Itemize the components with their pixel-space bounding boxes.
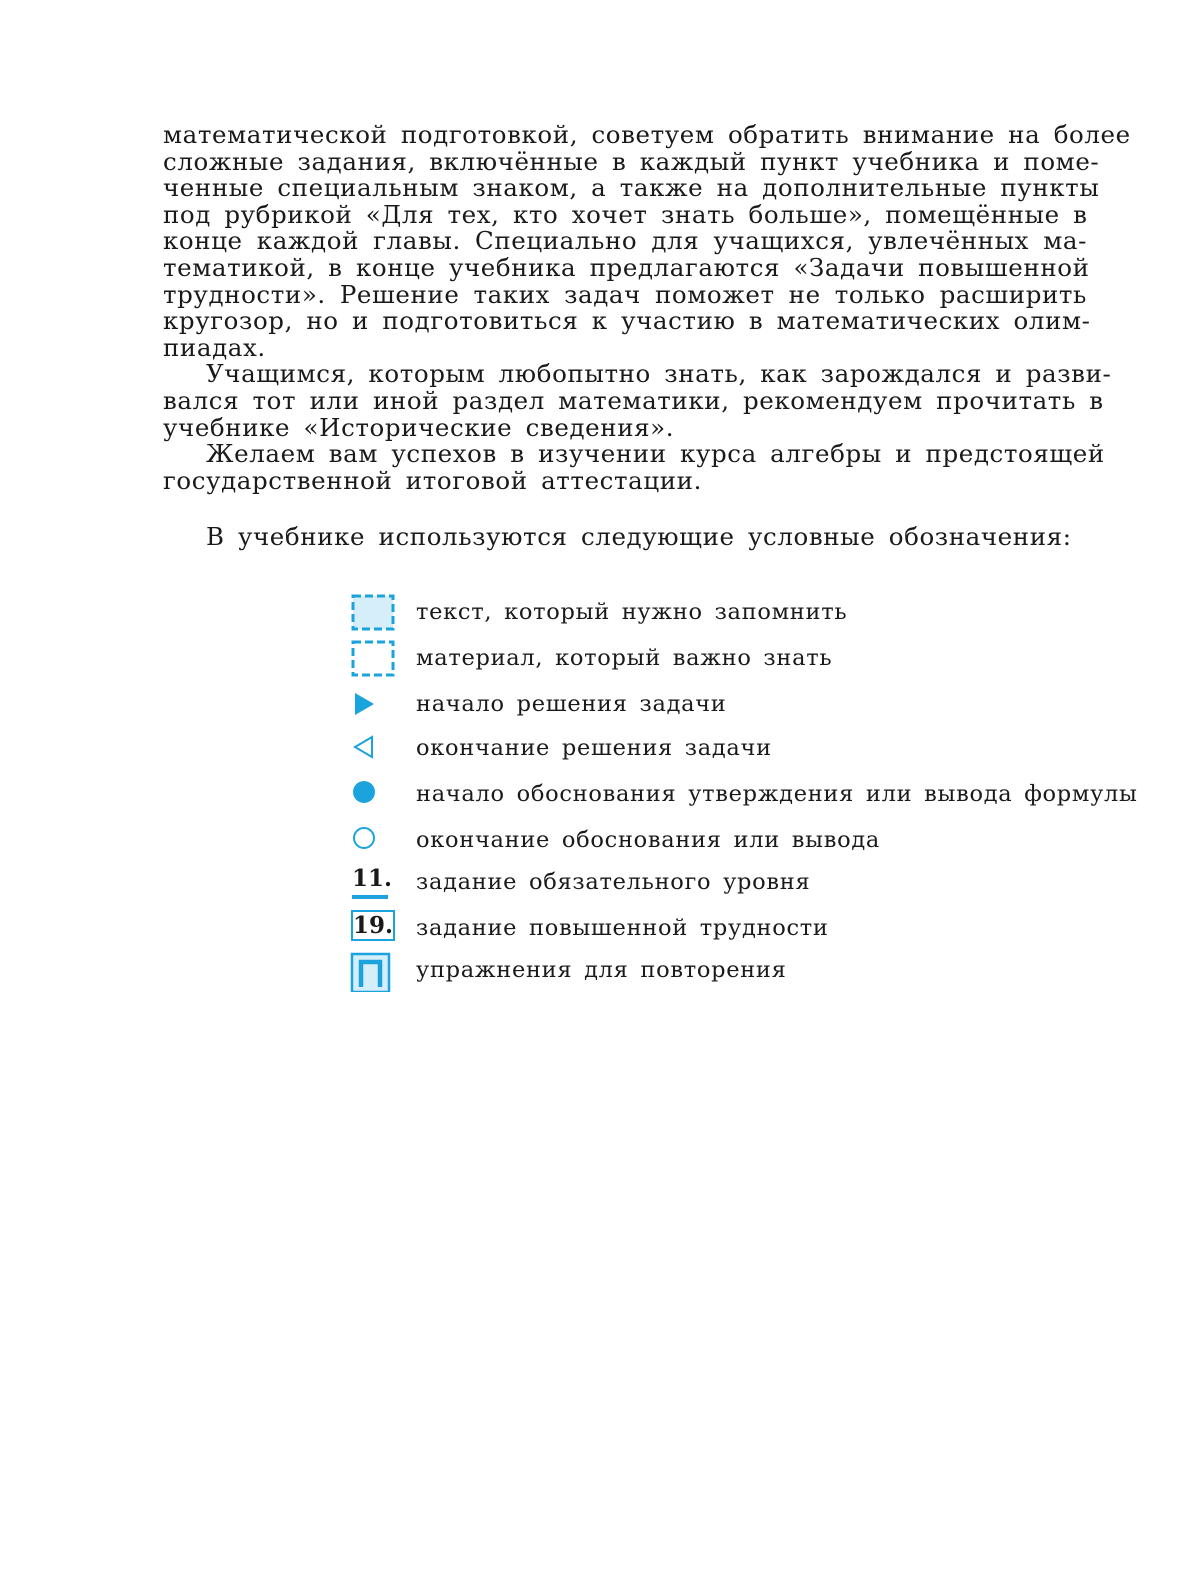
text-line: Учащимся, которым любопытно знать, как зарождался и разви- (206, 359, 1112, 389)
advanced-difficulty-number (350, 908, 400, 948)
number-underline (352, 895, 388, 899)
legend-item-solution-end (350, 728, 1110, 768)
dashed-box-outline-icon (350, 638, 400, 678)
legend-label: задание повышенной трудности (416, 915, 829, 941)
legend-label: начало обоснования утверждения или вывода формулы (416, 781, 1138, 807)
legend-item-proof-end (350, 820, 1110, 860)
text-line: учебнике «Исторические сведения». (163, 412, 675, 442)
solution-start-triangle-icon (350, 684, 400, 724)
text-line: кругозор, но и подготовиться к участию в математических олим- (163, 306, 1091, 336)
task-number: 11. (352, 865, 393, 892)
legend (350, 0, 1150, 1596)
text-line: трудности». Решение таких задач поможет не только расширить (163, 279, 1087, 309)
text-line: под рубрикой «Для тех, кто хочет знать больше», помещённые в (163, 199, 1088, 229)
legend-item-important (350, 638, 1110, 678)
legend-label: задание обязательного уровня (416, 869, 811, 895)
text-line: сложные задания, включённые в каждый пункт учебника и поме- (163, 146, 1100, 176)
text-line: ченные специальным знаком, а также на дополнительные пункты (163, 173, 1100, 203)
solution-end-triangle-icon (350, 728, 400, 768)
legend-item-mandatory-level (350, 862, 1110, 902)
legend-label: текст, который нужно запомнить (416, 599, 848, 625)
text-line: пиадах. (163, 332, 266, 362)
legend-item-proof-start (350, 774, 1138, 814)
text-line: конце каждой главы. Специально для учащихся, увлечённых ма- (163, 226, 1087, 256)
task-number: 19. (353, 912, 394, 939)
legend-item-repetition (350, 950, 1110, 990)
text-line: Желаем вам успехов в изучении курса алгебры и предстоящей (206, 439, 1105, 469)
repetition-exercise-icon (350, 950, 400, 990)
proof-start-circle-icon (350, 774, 400, 814)
legend-item-advanced-difficulty (350, 908, 1110, 948)
legend-label: начало решения задачи (416, 691, 727, 717)
legend-item-memorize (350, 592, 1110, 632)
legend-intro: В учебнике используются следующие условные обозначения: (206, 522, 1072, 551)
text-line: вался тот или иной раздел математики, рекомендуем прочитать в (163, 385, 1104, 415)
legend-label: материал, который важно знать (416, 645, 833, 671)
legend-label: окончание решения задачи (416, 735, 772, 761)
text-line: государственной итоговой аттестации. (163, 465, 702, 495)
legend-label: окончание обоснования или вывода (416, 827, 880, 853)
legend-label: упражнения для повторения (416, 957, 787, 983)
text-line: тематикой, в конце учебника предлагаются «Задачи повышенной (163, 252, 1090, 282)
mandatory-level-number (350, 862, 400, 902)
dashed-box-filled-icon (350, 592, 400, 632)
text-line: математической подготовкой, советуем обратить внимание на более (163, 120, 1131, 149)
legend-item-solution-start (350, 684, 1110, 724)
proof-end-circle-icon (350, 820, 400, 860)
